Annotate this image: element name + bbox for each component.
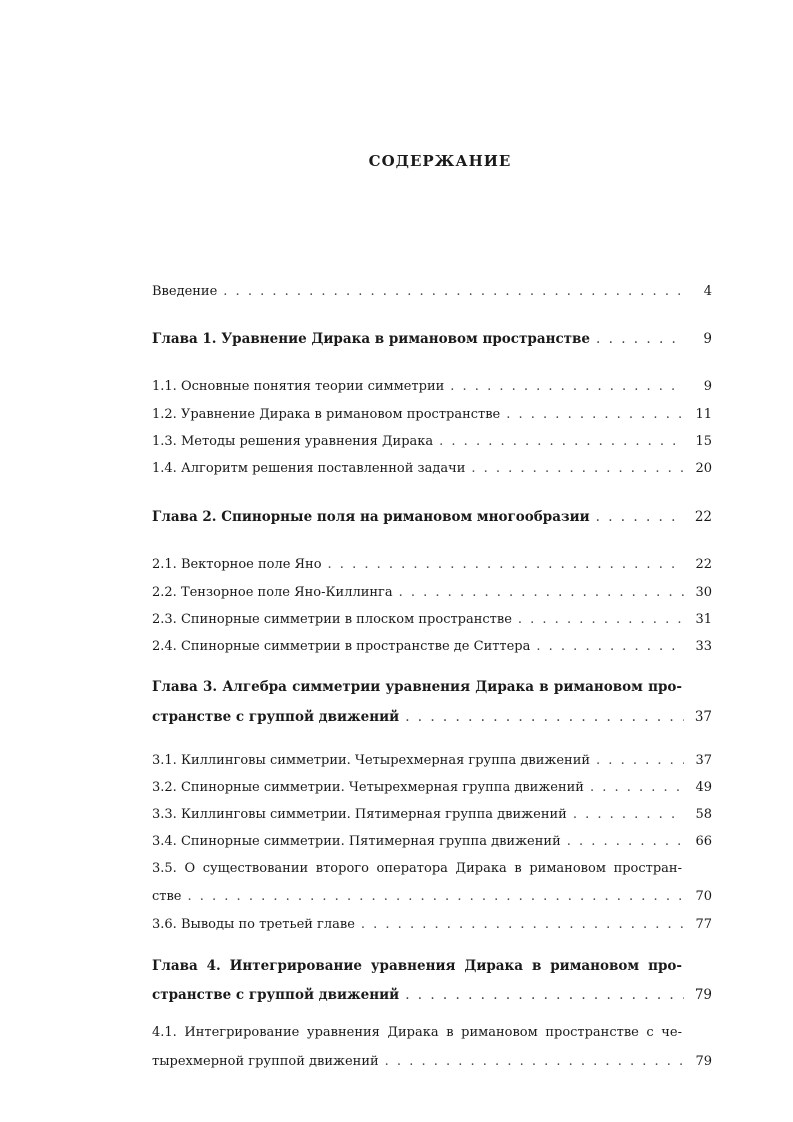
toc-entry-label: 3.2. Спинорные симметрии. Четырехмерная группа движений bbox=[152, 780, 584, 795]
toc-section-1-1[interactable] bbox=[152, 378, 712, 396]
toc-page-number: 15 bbox=[695, 434, 712, 449]
toc-entry-label-line2: странстве с группой движений bbox=[152, 987, 400, 1003]
toc-page-number: 77 bbox=[695, 917, 712, 932]
toc-page-number: 4 bbox=[703, 284, 712, 299]
toc-entry-label-line1: 3.5. О существовании второго оператора Дирака в римановом простран- bbox=[152, 861, 682, 876]
dot-leader bbox=[223, 283, 684, 301]
toc-entry-label-line1: Глава 4. Интегрирование уравнения Дирака в римановом про- bbox=[152, 958, 682, 974]
toc-section-3-5[interactable] bbox=[152, 860, 712, 906]
toc-entry-label-line2: странстве с группой движений bbox=[152, 709, 400, 725]
toc-chapter-4[interactable] bbox=[152, 957, 712, 1004]
dot-leader bbox=[399, 584, 684, 602]
toc-entry-label-line2: стве bbox=[152, 889, 182, 904]
toc-entry-label: 3.6. Выводы по третьей главе bbox=[152, 917, 355, 932]
dot-leader bbox=[450, 378, 684, 396]
toc-section-3-3[interactable] bbox=[152, 806, 712, 824]
toc-section-4-1[interactable] bbox=[152, 1024, 712, 1071]
dot-leader bbox=[405, 708, 684, 726]
toc-page-number: 33 bbox=[695, 639, 712, 654]
toc-section-2-2[interactable] bbox=[152, 584, 712, 602]
toc-chapter-1[interactable] bbox=[152, 330, 712, 348]
dot-leader bbox=[361, 916, 684, 934]
toc-entry-label: 2.1. Векторное поле Яно bbox=[152, 557, 322, 572]
dot-leader bbox=[385, 1053, 684, 1071]
toc-entry-label: 2.3. Спинорные симметрии в плоском пространстве bbox=[152, 612, 512, 627]
toc-page-number: 22 bbox=[694, 509, 712, 525]
toc-page-number: 30 bbox=[695, 585, 712, 600]
dot-leader bbox=[596, 752, 684, 770]
toc-page-number: 79 bbox=[694, 987, 712, 1003]
toc-page-number: 66 bbox=[695, 834, 712, 849]
toc-entry-label: 2.2. Тензорное поле Яно-Киллинга bbox=[152, 585, 393, 600]
toc-entry-label-line2: тырехмерной группой движений bbox=[152, 1054, 379, 1069]
toc-chapter-3[interactable] bbox=[152, 678, 712, 726]
toc-entry-label-line1: 4.1. Интегрирование уравнения Дирака в римановом пространстве с че- bbox=[152, 1025, 682, 1040]
toc-entry-label-line1: Глава 3. Алгебра симметрии уравнения Дирака в римановом про- bbox=[152, 679, 682, 695]
dot-leader bbox=[590, 779, 684, 797]
toc-page-number: 49 bbox=[695, 780, 712, 795]
toc-page-number: 70 bbox=[695, 889, 712, 904]
toc-page-number: 11 bbox=[695, 407, 712, 422]
toc-section-2-3[interactable] bbox=[152, 611, 712, 629]
toc-page-number: 22 bbox=[695, 557, 712, 572]
toc-entry-label: 2.4. Спинорные симметрии в пространстве де Ситтера bbox=[152, 639, 531, 654]
dot-leader bbox=[439, 433, 684, 451]
toc-page-number: 79 bbox=[695, 1054, 712, 1069]
toc-entry-introduction[interactable] bbox=[152, 283, 712, 301]
dot-leader bbox=[405, 986, 684, 1004]
toc-section-3-6[interactable] bbox=[152, 916, 712, 934]
toc-page-number: 37 bbox=[695, 753, 712, 768]
toc-entry-label: Глава 2. Спинорные поля на римановом многообразии bbox=[152, 509, 590, 525]
dot-leader bbox=[471, 460, 684, 478]
toc-section-3-4[interactable] bbox=[152, 833, 712, 851]
toc-section-3-2[interactable] bbox=[152, 779, 712, 797]
toc-entry-label: 1.2. Уравнение Дирака в римановом пространстве bbox=[152, 407, 501, 422]
toc-entry-label: 3.1. Киллинговы симметрии. Четырехмерная группа движений bbox=[152, 753, 591, 768]
toc-page-number: 20 bbox=[695, 461, 712, 476]
dot-leader bbox=[596, 330, 684, 348]
dot-leader bbox=[536, 638, 684, 656]
toc-entry-label: 3.4. Спинорные симметрии. Пятимерная группа движений bbox=[152, 834, 561, 849]
toc-entry-label: Глава 1. Уравнение Дирака в римановом пространстве bbox=[152, 331, 591, 347]
page-title: СОДЕРЖАНИЕ bbox=[368, 152, 512, 170]
dot-leader bbox=[188, 888, 685, 906]
toc-page-number: 31 bbox=[695, 612, 712, 627]
toc-entry-label: 3.3. Киллинговы симметрии. Пятимерная группа движений bbox=[152, 807, 567, 822]
toc-page-number: 9 bbox=[703, 331, 712, 347]
toc-section-2-4[interactable] bbox=[152, 638, 712, 656]
dot-leader bbox=[567, 833, 684, 851]
toc-page-number: 37 bbox=[694, 709, 712, 725]
toc-entry-label: 1.4. Алгоритм решения поставленной задачи bbox=[152, 461, 466, 476]
toc-section-2-1[interactable] bbox=[152, 556, 712, 574]
toc-chapter-2[interactable] bbox=[152, 508, 712, 526]
toc-section-1-4[interactable] bbox=[152, 460, 712, 478]
toc-entry-label: 1.3. Методы решения уравнения Дирака bbox=[152, 434, 434, 449]
toc-page-number: 9 bbox=[703, 379, 712, 394]
toc-page-number: 58 bbox=[695, 807, 712, 822]
toc-section-1-3[interactable] bbox=[152, 433, 712, 451]
dot-leader bbox=[573, 806, 684, 824]
dot-leader bbox=[506, 406, 684, 424]
toc-entry-label: Введение bbox=[152, 284, 218, 299]
dot-leader bbox=[596, 508, 684, 526]
dot-leader bbox=[518, 611, 684, 629]
toc-section-1-2[interactable] bbox=[152, 406, 712, 424]
toc-section-3-1[interactable] bbox=[152, 752, 712, 770]
toc-entry-label: 1.1. Основные понятия теории симметрии bbox=[152, 379, 445, 394]
dot-leader bbox=[328, 556, 684, 574]
